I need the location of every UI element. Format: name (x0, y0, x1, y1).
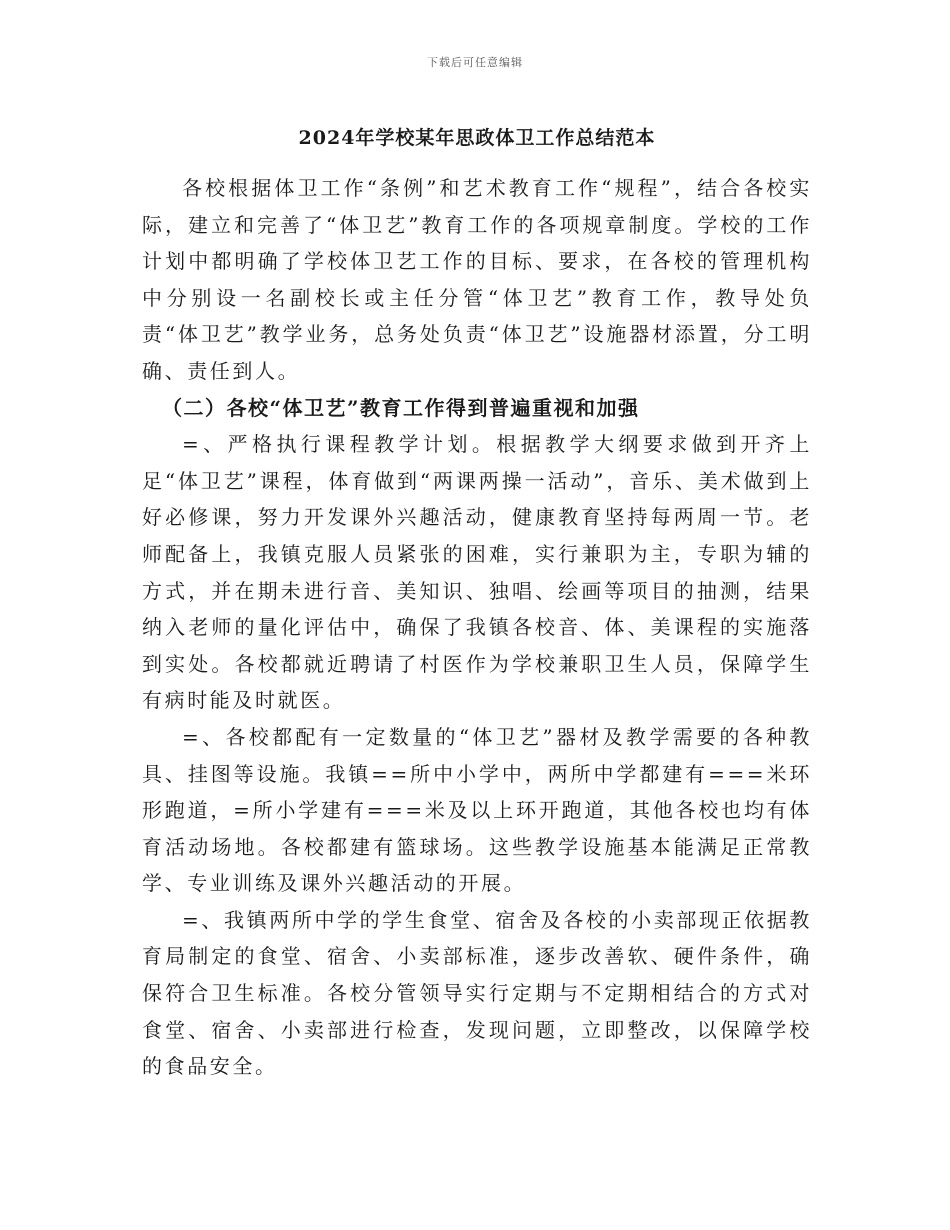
page-header: 下载后可任意编辑 (427, 56, 523, 69)
section-heading: （二）各校“体卫艺”教育工作得到普遍重视和加强 (162, 395, 640, 420)
paragraph-3: =、我镇两所中学的学生食堂、宿舍及各校的小卖部现正依据教育局制定的食堂、宿舍、小卖部标准，逐步改善软、硬件条件，确保符合卫生标准。各校分管领导实行定期与不定期相结合的方式对食堂、宿舍、小卖部进行检查，发现问题，立即整改，以保障学校的食品安全。 (142, 907, 812, 1079)
intro-paragraph: 各校根据体卫工作“条例”和艺术教育工作“规程”，结合各校实际，建立和完善了“体卫艺”教育工作的各项规章制度。学校的工作计划中都明确了学校体卫艺工作的目标、要求，在各校的管理机构中分别设一名副校长或主任分管“体卫艺”教育工作，教导处负责“体卫艺”教学业务，总务处负责“体卫艺”设施器材添置，分工明确、责任到人。 (142, 176, 812, 383)
document-body (142, 120, 812, 1085)
document-title: 2024年学校某年思政体卫工作总结范本 (298, 127, 656, 149)
paragraph-1: =、严格执行课程教学计划。根据教学大纲要求做到开齐上足“体卫艺”课程，体育做到“两课两操一活动”，音乐、美术做到上好必修课，努力开发课外兴趣活动，健康教育坚持每两周一节。老师配备上，我镇克服人员紧张的困难，实行兼职为主，专职为辅的方式，并在期未进行音、美知识、独唱、绘画等项目的抽测，结果纳入老师的量化评估中，确保了我镇各校音、体、美课程的实施落到实处。各校都就近聘请了村医作为学校兼职卫生人员，保障学生有病时能及时就医。 (142, 432, 812, 713)
paragraph-2: =、各校都配有一定数量的“体卫艺”器材及教学需要的各种教具、挂图等设施。我镇==所中小学中，两所中学都建有===米环形跑道，=所小学建有===米及以上环开跑道，其他各校也均有体育活动场地。各校都建有篮球场。这些教学设施基本能满足正常教学、专业训练及课外兴趣活动的开展。 (142, 724, 812, 896)
